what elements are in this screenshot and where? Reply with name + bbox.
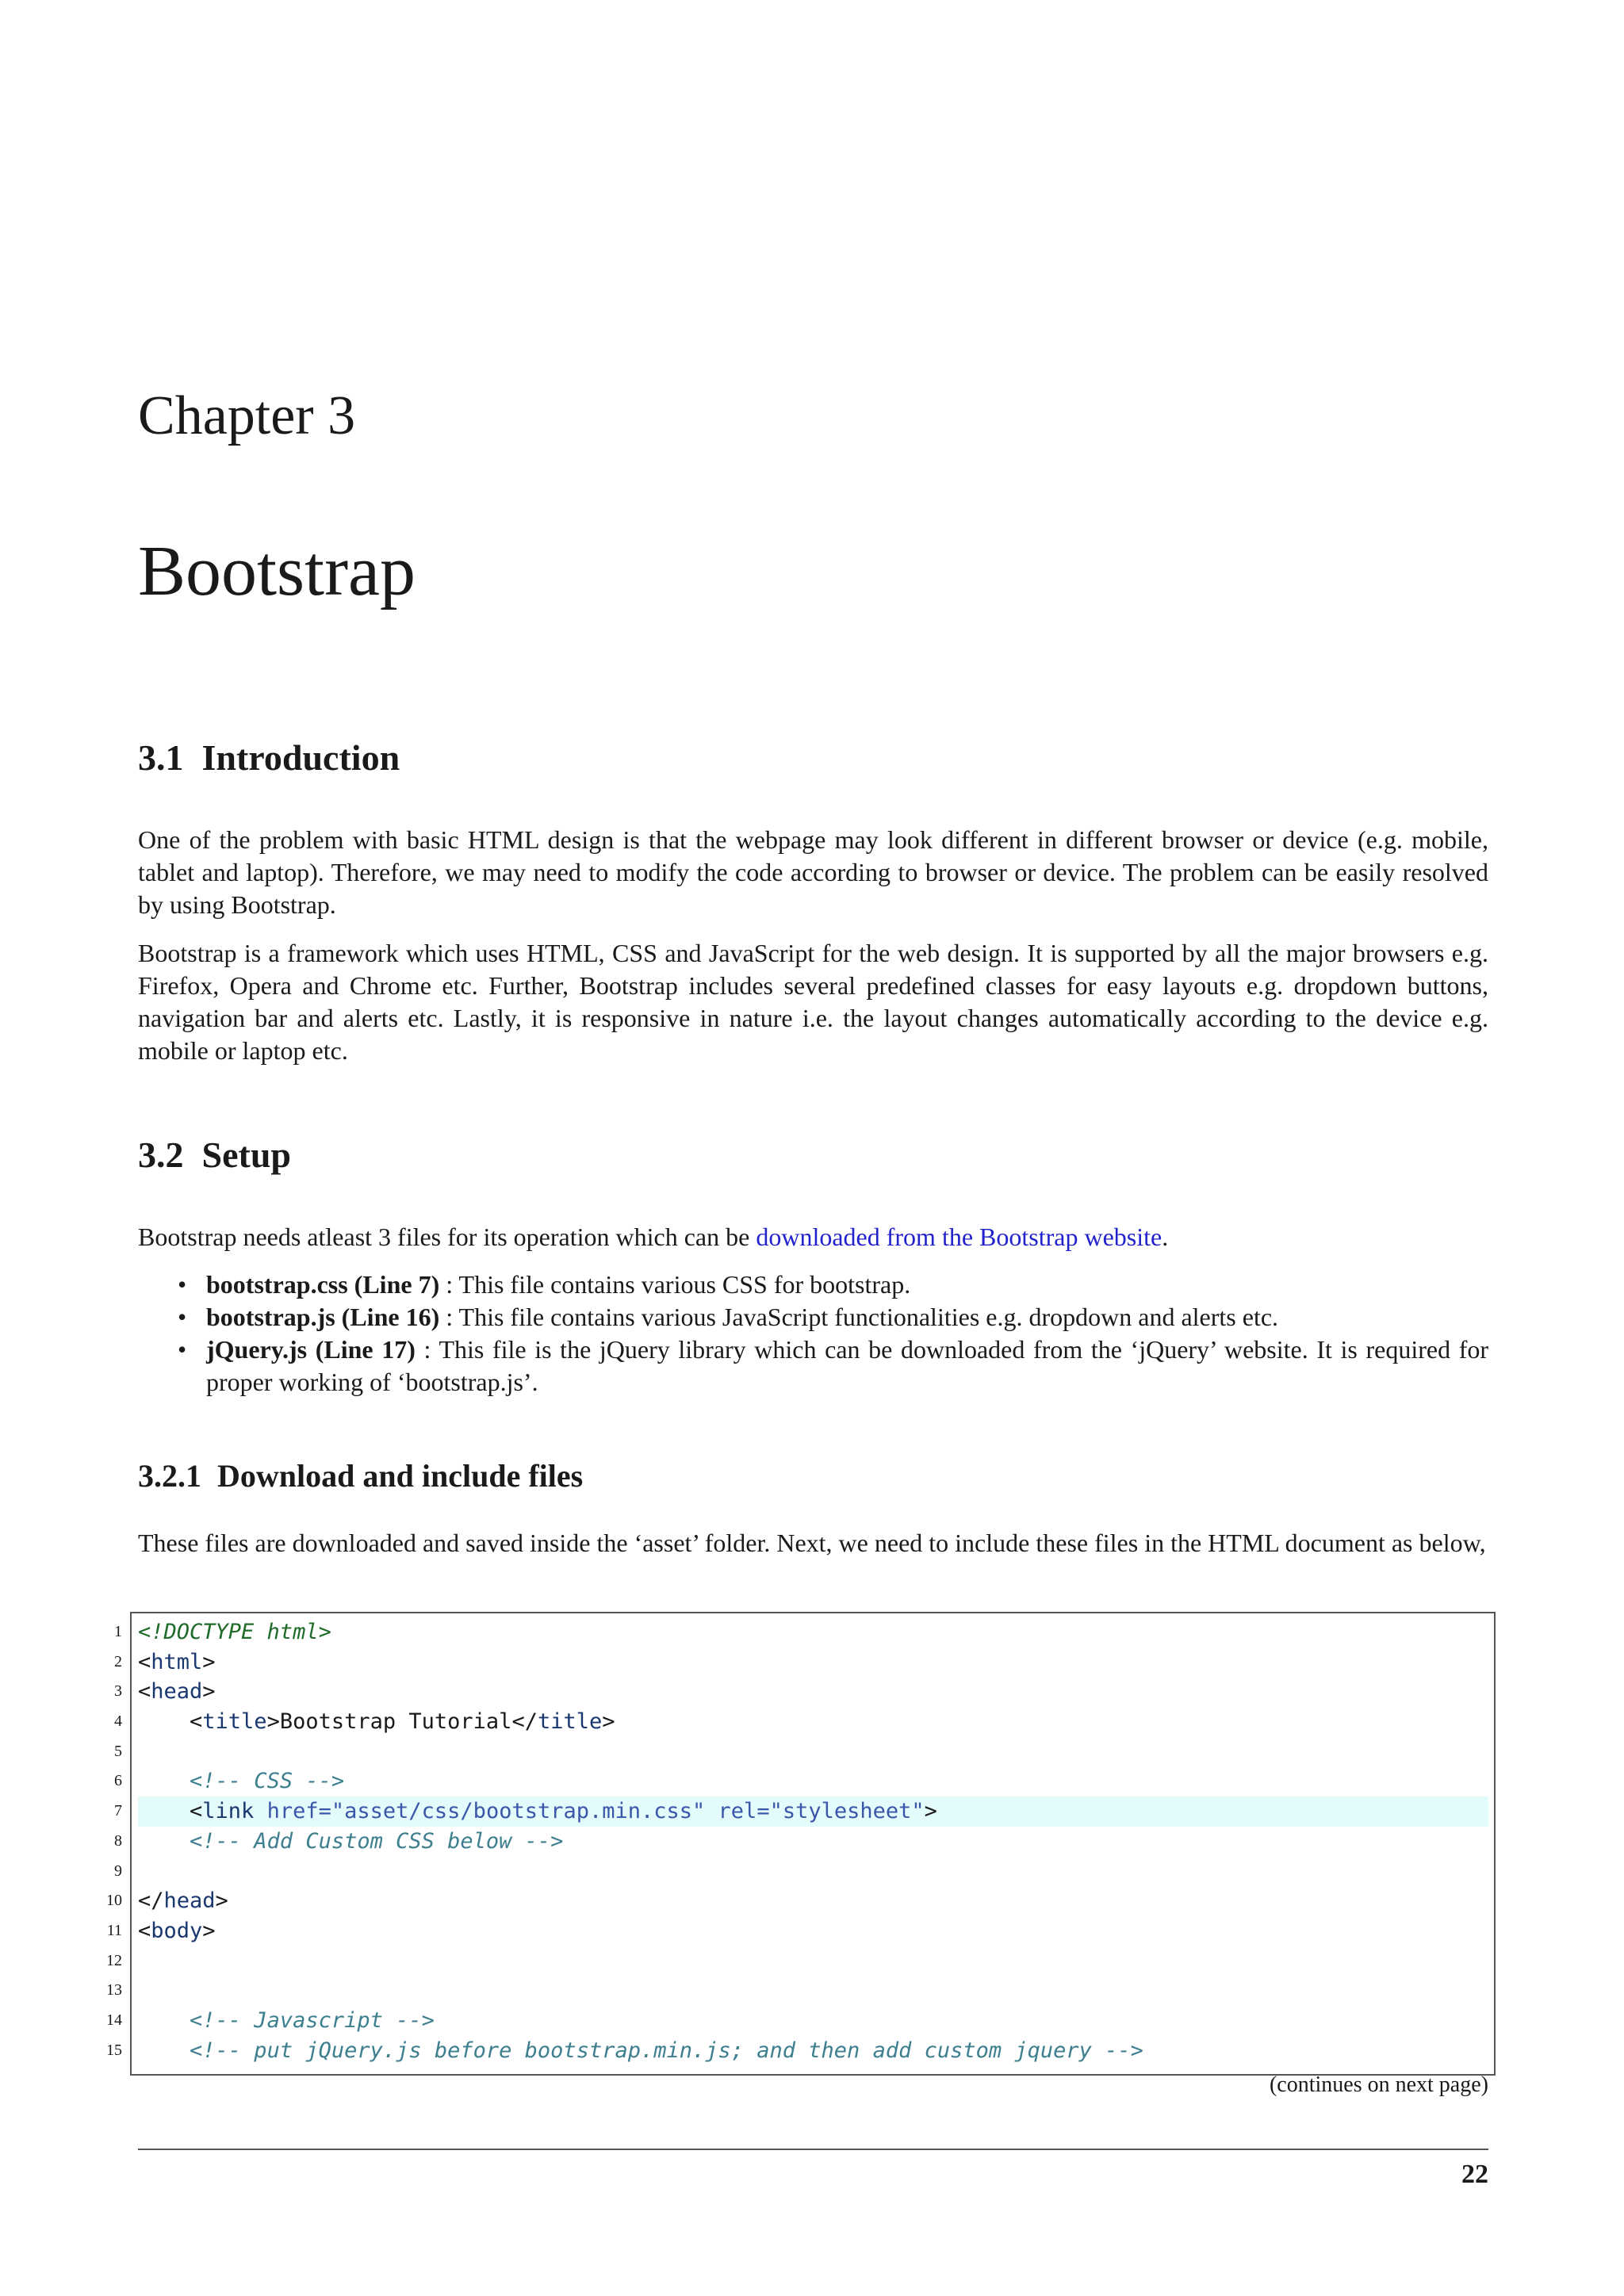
- section-heading-setup: 3.2 Setup: [138, 1135, 291, 1175]
- code-line: [106, 1946, 1488, 1976]
- line-number: 4: [114, 1712, 122, 1731]
- code-line: 10 </head>: [138, 1886, 1488, 1916]
- line-number: 2: [114, 1652, 122, 1670]
- line-number: 10: [106, 1892, 122, 1910]
- bullet-icon: •: [178, 1270, 187, 1299]
- list-item: • bootstrap.css (Line 7) : This file contains various CSS for bootstrap.: [138, 1269, 1488, 1301]
- intro-paragraph-1: One of the problem with basic HTML design is that the webpage may look different in different browser or device (e.g. mobile, tablet and laptop). Therefore, we may need to modify the code according to browser or device. The problem can be easily resolved by using Bootstrap.: [138, 825, 1488, 919]
- code-line: [106, 1976, 1488, 2006]
- list-item: • bootstrap.js (Line 16) : This file contains various JavaScript functionalities e.g. dropdown and alerts etc.: [138, 1301, 1488, 1334]
- page-number: 22: [1461, 2160, 1488, 2189]
- line-number: 14: [106, 2011, 122, 2029]
- line-number: 6: [114, 1772, 122, 1790]
- line-number: 1: [114, 1623, 122, 1640]
- code-line: [114, 1857, 1488, 1887]
- bullet-icon: •: [178, 1303, 187, 1331]
- code-line: [114, 1737, 1488, 1767]
- code-line: 15 <!-- put jQuery.js before bootstrap.min.js; and then add custom jquery -->: [138, 2036, 1488, 2066]
- required-files-list: [138, 1269, 1488, 1399]
- code-block: [106, 1617, 1488, 2065]
- code-line: 2 <html>: [138, 1647, 1488, 1678]
- intro-paragraph-2: Bootstrap is a framework which uses HTML, CSS and JavaScript for the web design. It is supported by all the major browsers e.g. Firefox, Opera and Chrome etc. Further, Bootstrap includes several predefined classes for easy layouts e.g. dropdown buttons, navigation bar and alerts etc. Lastly, it is responsive in nature i.e. the layout changes automatically according to the device e.g. mobile or laptop etc.: [138, 939, 1488, 1065]
- line-number: 8: [114, 1831, 122, 1850]
- line-number: 11: [106, 1921, 122, 1939]
- line-number: 3: [114, 1682, 122, 1701]
- line-number: 9: [114, 1862, 122, 1880]
- chapter-label: Chapter 3: [138, 385, 356, 446]
- section-heading-introduction: 3.1 Introduction: [138, 737, 400, 778]
- code-line: 1 <!DOCTYPE html>: [138, 1617, 1488, 1647]
- line-number: 12: [106, 1951, 122, 1969]
- subsection-heading-download: 3.2.1 Download and include files: [138, 1458, 584, 1494]
- code-line: 4 <title>Bootstrap Tutorial</title>: [138, 1707, 1488, 1737]
- line-number: 5: [114, 1742, 122, 1760]
- code-line: 3 <head>: [138, 1677, 1488, 1707]
- line-number: 15: [106, 2041, 122, 2059]
- chapter-title: Bootstrap: [138, 532, 416, 610]
- setup-paragraph: Bootstrap needs atleast 3 files for its operation which can be downloaded from the Bootstrap website.: [138, 1223, 1169, 1251]
- line-number: 7: [114, 1802, 122, 1820]
- line-number: 13: [106, 1981, 122, 1999]
- code-line: 11 <body>: [138, 1916, 1488, 1946]
- list-item: • jQuery.js (Line 17) : This file is the jQuery library which can be downloaded from the ‘jQuery’ website. It is required for proper working of ‘bootstrap.js’.: [178, 1335, 1489, 1396]
- download-paragraph: These files are downloaded and saved inside the ‘asset’ folder. Next, we need to include these files in the HTML document as below,: [138, 1529, 1486, 1557]
- bullet-icon: •: [178, 1335, 187, 1364]
- code-line: 8 <!-- Add Custom CSS below -->: [138, 1827, 1488, 1857]
- code-line-highlighted: 7 <link href="asset/css/bootstrap.min.css" rel="stylesheet">: [138, 1797, 1488, 1827]
- code-line: 14 <!-- Javascript -->: [138, 2006, 1488, 2036]
- bootstrap-website-link[interactable]: downloaded from the Bootstrap website: [756, 1223, 1162, 1251]
- footer-divider: [138, 2149, 1488, 2150]
- continues-note: (continues on next page): [1269, 2072, 1488, 2097]
- code-line: 6 <!-- CSS -->: [138, 1766, 1488, 1797]
